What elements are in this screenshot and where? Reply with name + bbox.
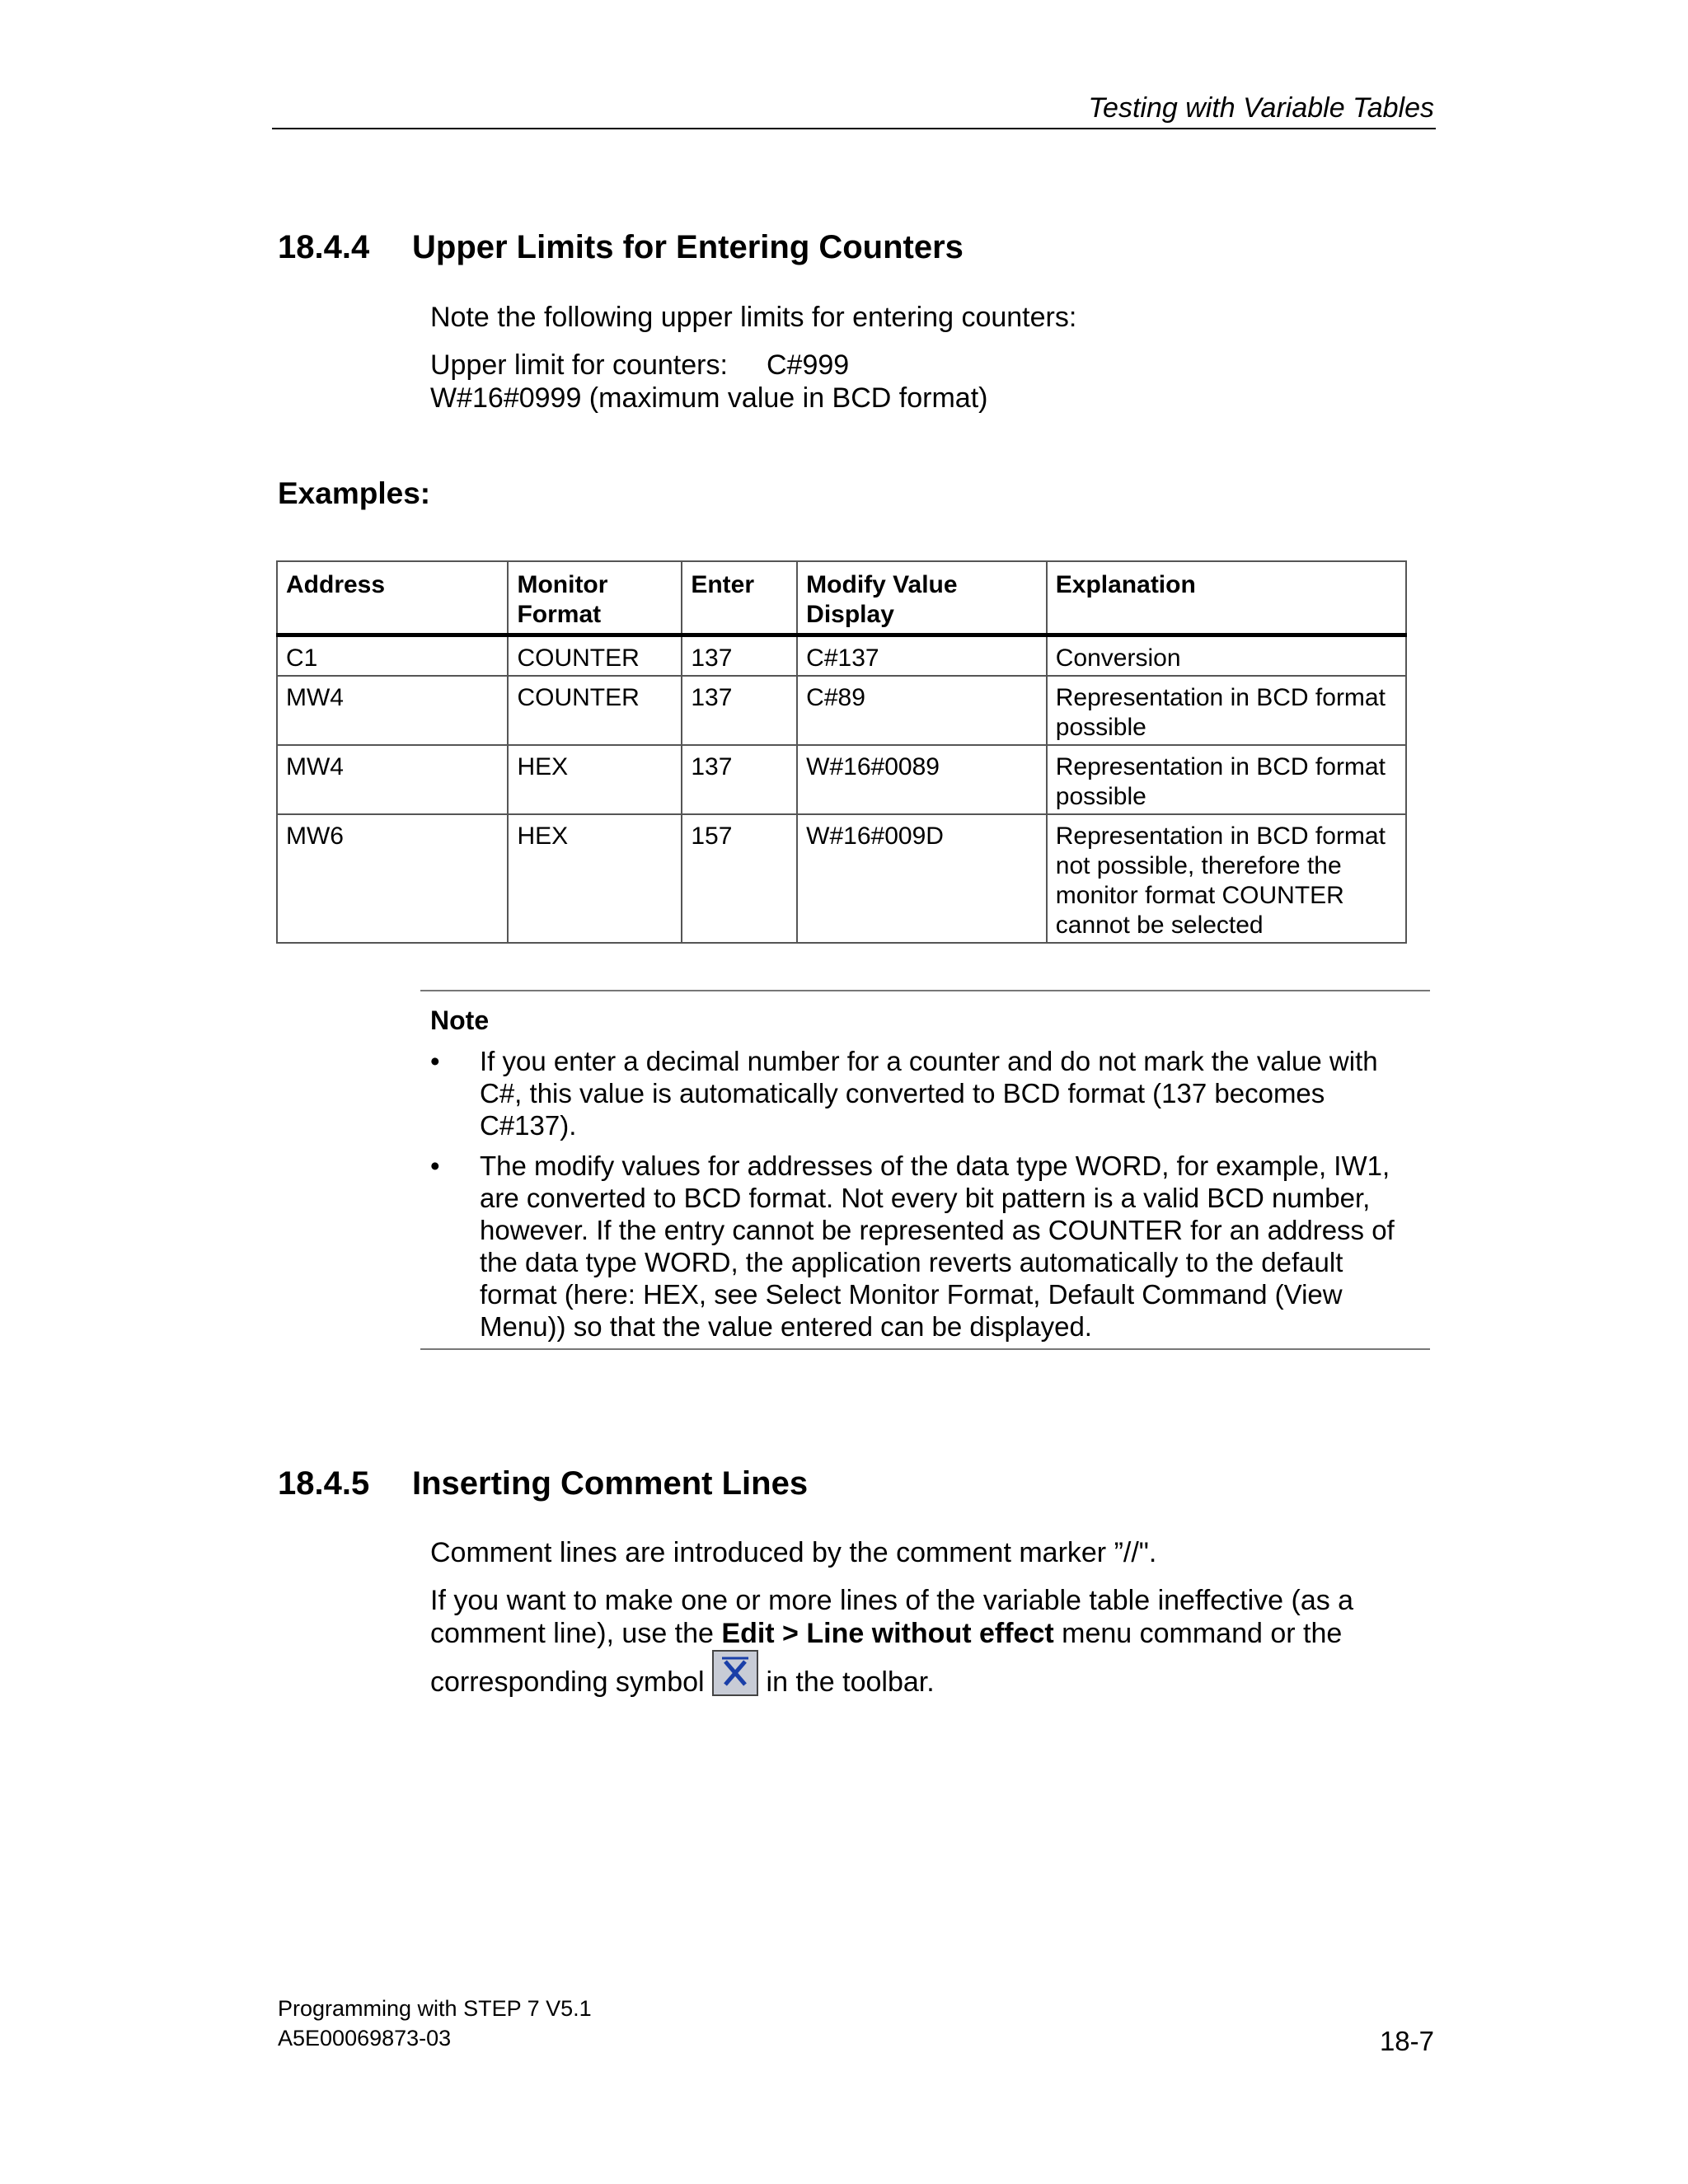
note-title: Note <box>430 1005 490 1035</box>
line-without-effect-paragraph <box>430 1584 1419 1699</box>
note-list <box>430 1045 1419 1351</box>
table-cell: Representation in BCD format possible <box>1047 676 1406 745</box>
section-heading-18-4-4 <box>278 229 964 266</box>
table-cell: COUNTER <box>508 635 682 677</box>
menu-command: Edit > Line without effect <box>721 1618 1054 1649</box>
table-cell: W#16#009D <box>797 814 1047 943</box>
bullet-icon: • <box>430 1046 440 1076</box>
footer-title: Programming with STEP 7 V5.1 <box>278 1996 592 2021</box>
table-cell: 157 <box>682 814 797 943</box>
table-row <box>277 745 1406 814</box>
table-cell: 137 <box>682 635 797 677</box>
table-cell: HEX <box>508 814 682 943</box>
table-cell: C#89 <box>797 676 1047 745</box>
table-cell: Representation in BCD format possible <box>1047 745 1406 814</box>
examples-heading: Examples: <box>278 476 431 510</box>
table-cell: C#137 <box>797 635 1047 677</box>
bullet-icon: • <box>430 1151 440 1181</box>
table-cell: C1 <box>277 635 508 677</box>
section-heading-18-4-5 <box>278 1465 808 1502</box>
paragraph-text: menu command or the corresponding symbol <box>430 1618 1343 1698</box>
table-cell: HEX <box>508 745 682 814</box>
note-item-text: The modify values for addresses of the data type WORD, for example, IW1, are converted to BCD format. Not every bit pattern is a valid BCD number, however. If the entry cannot be represented as COUNTER for an address of the data type WORD, the application reverts automatically to the default format (here: HEX, see Select Monitor Format, Default Command (View Menu)) so that the value entered can be displayed. <box>480 1151 1395 1342</box>
table-cell: MW4 <box>277 745 508 814</box>
table-cell: MW4 <box>277 676 508 745</box>
comment-marker-paragraph: Comment lines are introduced by the comment marker ”//". <box>430 1537 1157 1568</box>
table-row <box>277 676 1406 745</box>
page-number: 18-7 <box>1379 2026 1434 2056</box>
running-header: Testing with Variable Tables <box>1088 92 1434 124</box>
section-title: Inserting Comment Lines <box>412 1465 809 1502</box>
column-header: Enter <box>682 561 797 635</box>
section-number: 18.4.4 <box>278 229 370 265</box>
table-cell: Conversion <box>1047 635 1406 677</box>
upper-limit-value: C#999 <box>767 349 850 381</box>
column-header: Modify Value Display <box>797 561 1047 635</box>
note-top-rule <box>420 990 1430 991</box>
table-row <box>277 814 1406 943</box>
upper-limit-label: Upper limit for counters: <box>430 349 728 381</box>
paragraph-text: in the toolbar. <box>758 1666 935 1698</box>
column-header: Address <box>277 561 508 635</box>
upper-limit-bcd: W#16#0999 (maximum value in BCD format) <box>430 382 988 414</box>
table-cell: 137 <box>682 745 797 814</box>
intro-paragraph: Note the following upper limits for entering counters: <box>430 302 1077 333</box>
note-item-text: If you enter a decimal number for a counter and do not mark the value with C#, this value is automatically converted to BCD format (137 becomes C#137). <box>480 1046 1378 1141</box>
footer-doc-number: A5E00069873-03 <box>278 2026 452 2050</box>
table-cell: COUNTER <box>508 676 682 745</box>
note-bottom-rule <box>420 1348 1430 1350</box>
table-cell: Representation in BCD format not possible, therefore the monitor format COUNTER cannot be selected <box>1047 814 1406 943</box>
list-item <box>430 1045 1419 1141</box>
upper-limit-block <box>430 349 1419 415</box>
section-title: Upper Limits for Entering Counters <box>412 229 964 265</box>
table-cell: MW6 <box>277 814 508 943</box>
paragraph-text: If you want to make one or more lines of the variable table ineffective (as a comment line), use the <box>430 1585 1354 1649</box>
table-header-row <box>277 561 1406 635</box>
examples-table <box>276 560 1407 944</box>
column-header: Explanation <box>1047 561 1406 635</box>
table-row <box>277 635 1406 677</box>
table-cell: 137 <box>682 676 797 745</box>
section-number: 18.4.5 <box>278 1465 370 1502</box>
line-without-effect-icon <box>712 1650 758 1696</box>
header-rule <box>272 128 1436 129</box>
list-item <box>430 1150 1419 1343</box>
table-cell: W#16#0089 <box>797 745 1047 814</box>
column-header: Monitor Format <box>508 561 682 635</box>
